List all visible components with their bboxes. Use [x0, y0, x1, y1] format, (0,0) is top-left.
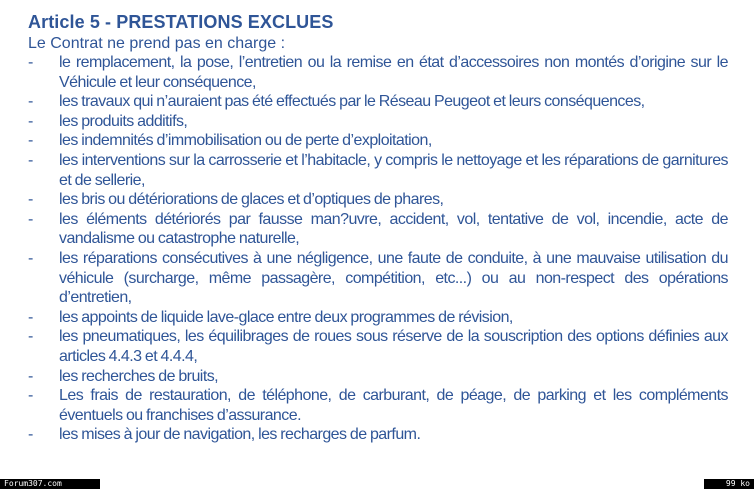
list-item-text: les bris ou détériorations de glaces et d’optiques de phares, [59, 191, 444, 209]
bullet-dash: - [28, 112, 33, 130]
file-size-label: 99 ko [704, 479, 754, 489]
list-item-text: les éléments détériorés par fausse man?uvre, accident, vol, tentative de vol, incendie, acte de vandalisme ou catastrophe naturelle, [59, 210, 728, 248]
list-item-text: les appoints de liquide lave-glace entre deux programmes de révision, [59, 308, 513, 326]
list-item [28, 131, 728, 151]
document-page [28, 10, 728, 445]
list-item [28, 151, 728, 190]
list-item-text: les réparations consécutives à une négligence, une faute de conduite, à une mauvaise utilisation du véhicule (surcharge, même passagère, compétition, etc...) ou au non-respect des opérations d’entretien, [59, 249, 728, 307]
bullet-dash: - [28, 93, 33, 111]
list-item [28, 210, 728, 249]
article-title: Article 5 - PRESTATIONS EXCLUES [28, 12, 334, 32]
list-item [28, 308, 728, 328]
list-item [28, 190, 728, 210]
list-item-text: les travaux qui n’auraient pas été effectués par le Réseau Peugeot et leurs conséquences, [59, 93, 645, 111]
list-item [28, 249, 728, 308]
bullet-dash: - [28, 308, 33, 326]
image-footer [0, 479, 754, 489]
list-item [28, 386, 728, 425]
list-item [28, 112, 728, 132]
list-item-text: les produits additifs, [59, 112, 188, 130]
bullet-dash: - [28, 210, 33, 228]
list-item [28, 367, 728, 387]
list-item-text: les recherches de bruits, [59, 367, 219, 385]
list-item-text: les pneumatiques, les équilibrages de roues sous réserve de la souscription des options définies aux articles 4.4.3 et 4.4.4, [59, 328, 728, 365]
list-item-text: Les frais de restauration, de téléphone, de carburant, de péage, de parking et les compléments éventuels ou franchises d’assurance. [59, 387, 728, 424]
bullet-dash: - [28, 426, 33, 444]
bullet-dash: - [28, 54, 33, 71]
bullet-dash: - [28, 249, 33, 267]
bullet-dash: - [28, 328, 33, 346]
list-item-text: les mises à jour de navigation, les recharges de parfum. [59, 426, 421, 444]
exclusions-list [28, 53, 728, 445]
list-item [28, 425, 728, 445]
list-item-text: les interventions sur la carrosserie et l’habitacle, y compris le nettoyage et les réparations de garnitures et de sellerie, [59, 151, 728, 189]
list-item-text: les indemnités d’immobilisation ou de perte d’exploitation, [59, 132, 432, 150]
bullet-dash: - [28, 367, 33, 385]
watermark-label: Forum307.com [0, 479, 100, 489]
list-item [28, 92, 728, 112]
article-intro: Le Contrat ne prend pas en charge : [28, 35, 286, 52]
bullet-dash: - [28, 387, 33, 405]
bullet-dash: - [28, 132, 33, 150]
list-item [28, 53, 728, 92]
list-item [28, 327, 728, 366]
list-item-text: le remplacement, la pose, l’entretien ou la remise en état d’accessoires non montés d’origine sur le Véhicule et leur conséquence, [59, 54, 728, 91]
bullet-dash: - [28, 191, 33, 209]
bullet-dash: - [28, 151, 33, 169]
